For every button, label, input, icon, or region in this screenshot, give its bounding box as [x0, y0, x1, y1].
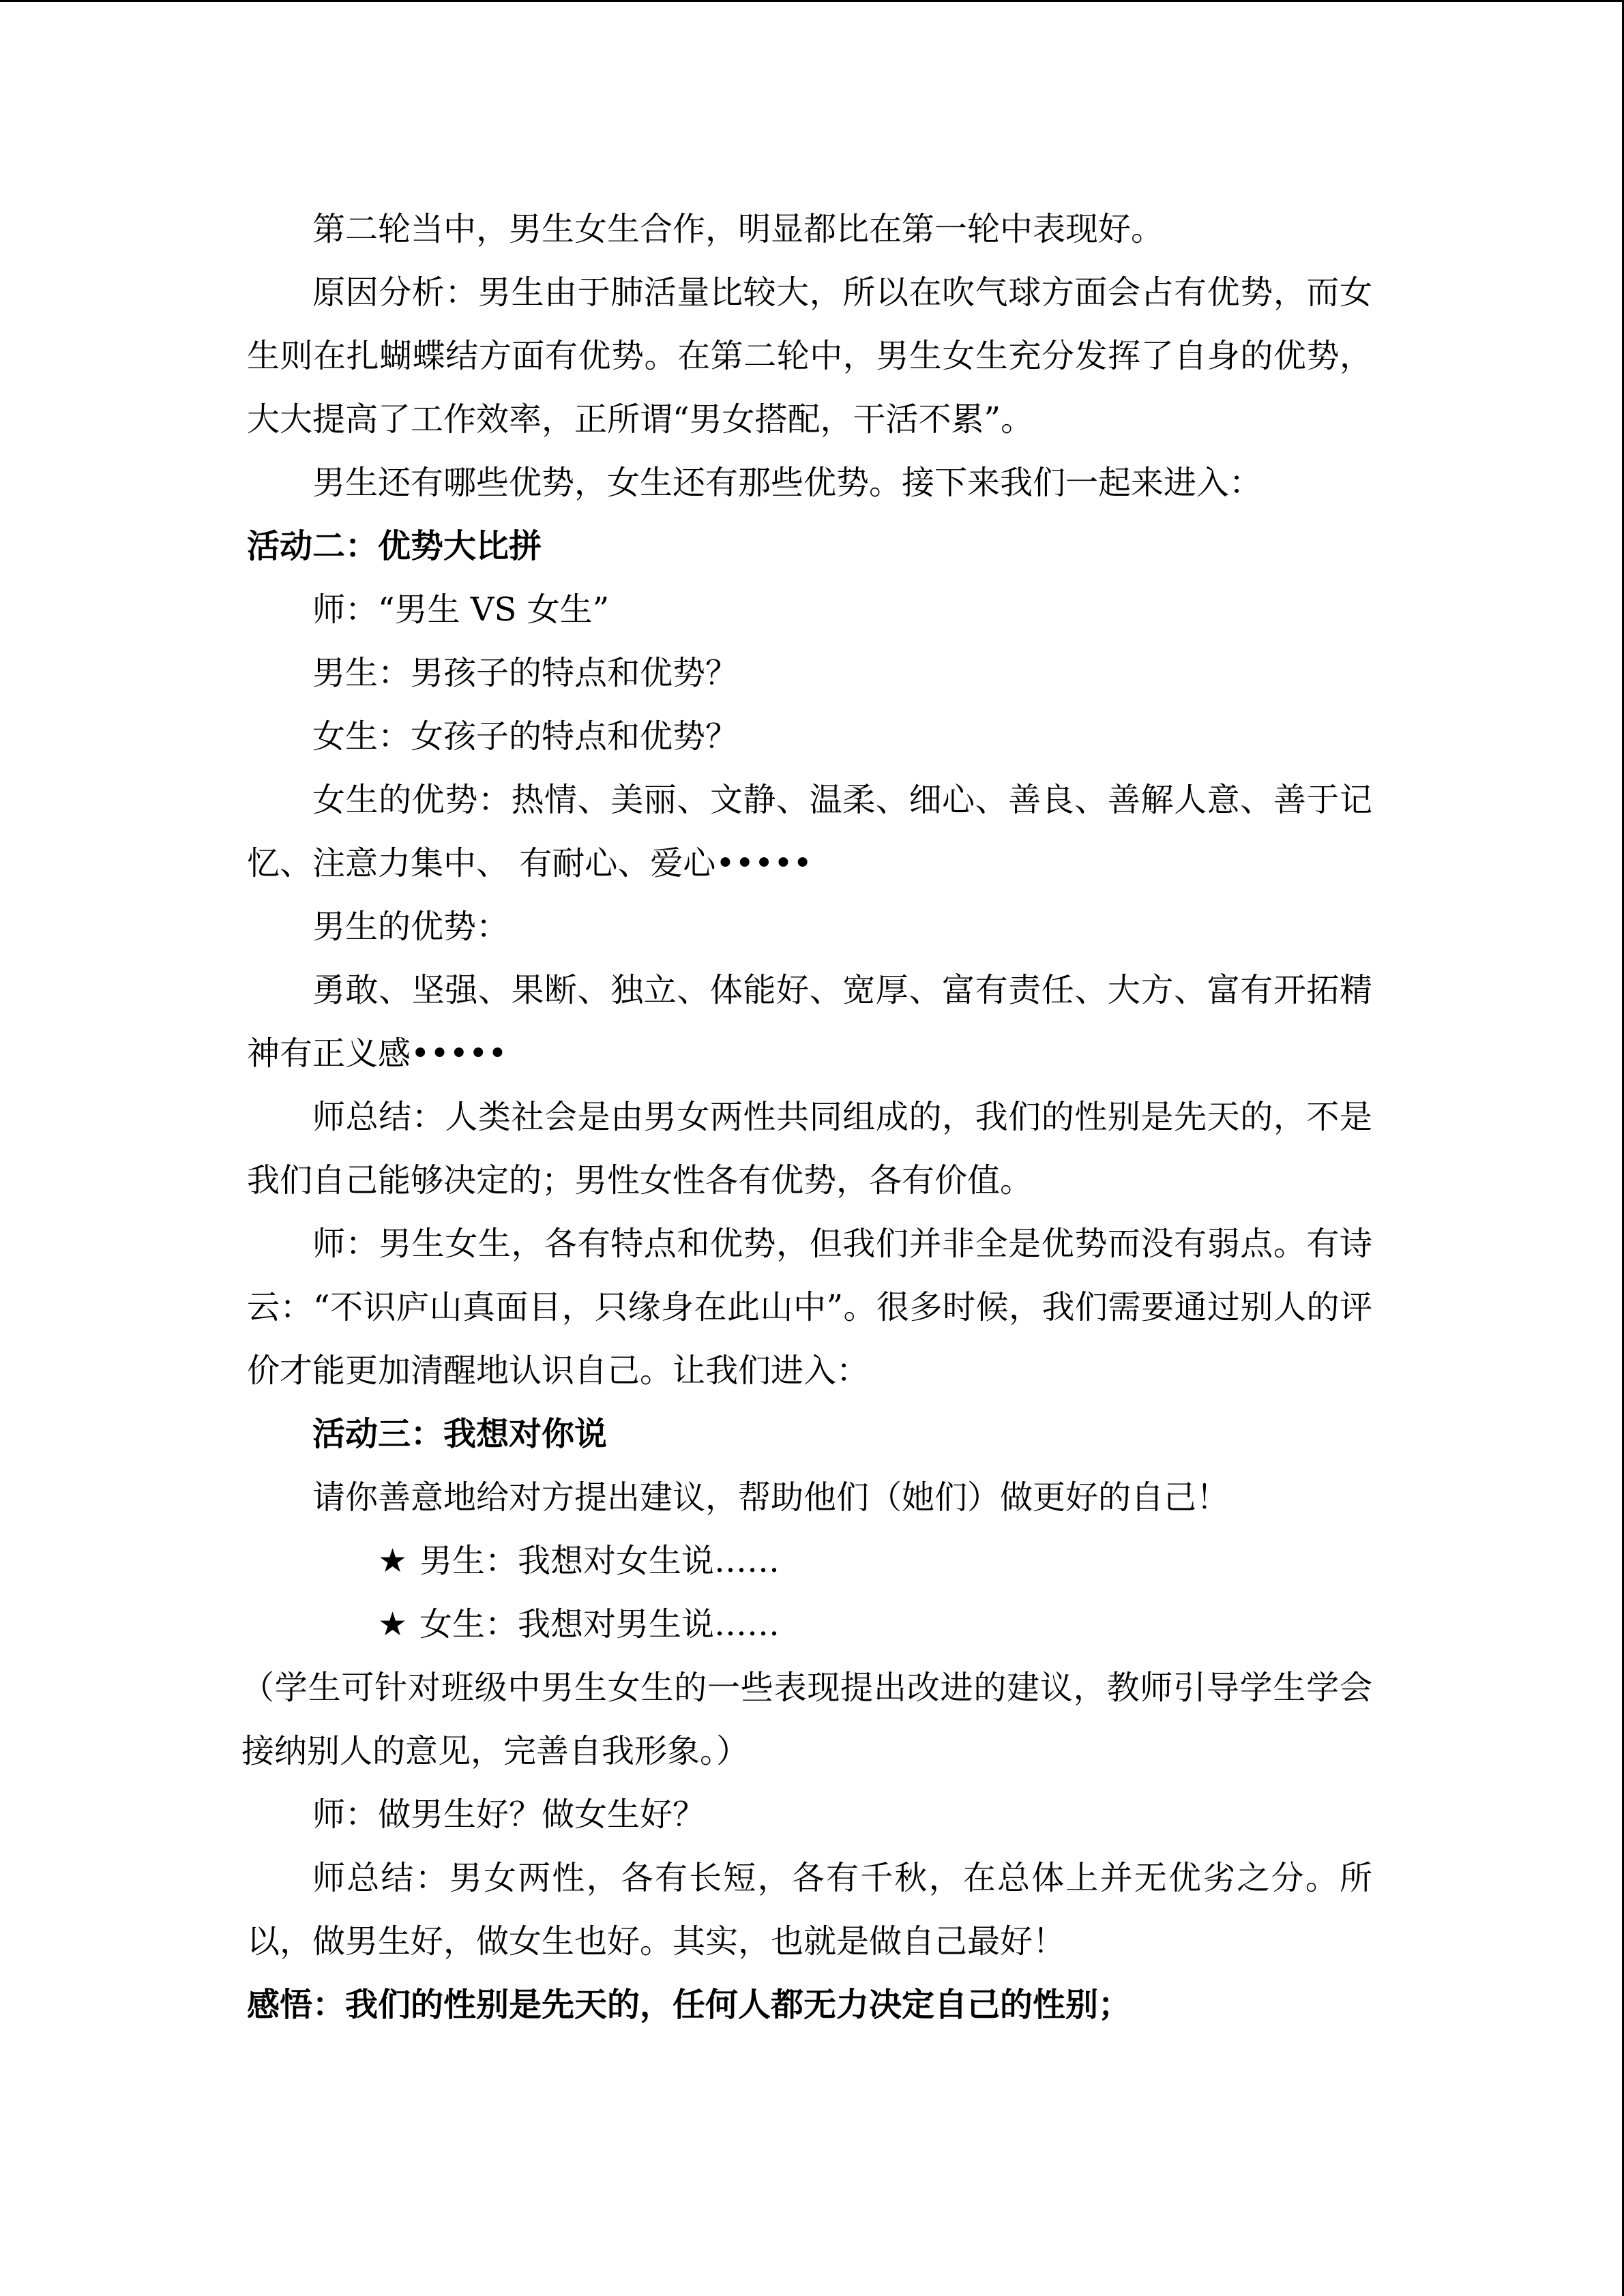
- paragraph-second-round: 第二轮当中，男生女生合作，明显都比在第一轮中表现好。: [312, 210, 1164, 248]
- list-item-text: 女生：我想对男生说……: [419, 1605, 780, 1643]
- document-body: [241, 198, 1372, 2037]
- insight-paragraph: 感悟：我们的性别是先天的，任何人都无力决定自己的性别；: [247, 1986, 1132, 2024]
- paragraph-teacher-summary-2: 师总结：男女两性，各有长短，各有千秋，在总体上并无优劣之分。所以，做男生好，做女生也好。其实，也就是做自己最好！: [247, 1859, 1372, 1960]
- paragraph-teacher-question: 师：做男生好？做女生好？: [312, 1795, 706, 1834]
- paragraph-transition: 男生还有哪些优势，女生还有那些优势。接下来我们一起来进入：: [312, 464, 1263, 502]
- star-icon: ★: [378, 1542, 408, 1580]
- paragraph-boys-strengths: 勇敢、坚强、果断、独立、体能好、宽厚、富有责任、大方、富有开拓精神有正义感•••••: [247, 971, 1372, 1073]
- paragraph-boys-strengths-label: 男生的优势：: [312, 908, 510, 946]
- list-item-text: 男生：我想对女生说……: [419, 1542, 780, 1580]
- paragraph-girls-strengths: 女生的优势：热情、美丽、文静、温柔、细心、善良、善解人意、善于记忆、注意力集中、 有耐心、爱心•••••: [247, 781, 1372, 882]
- page-top-border: [0, 0, 1624, 2]
- paragraph-student-note: （学生可针对班级中男生女生的一些表现提出改进的建议，教师引导学生学会接纳别人的意见，完善自我形象。）: [241, 1669, 1372, 1770]
- paragraph-teacher-vs: 师：“男生 VS 女生”: [312, 591, 610, 629]
- star-icon: ★: [378, 1605, 408, 1643]
- activity-three-heading: 活动三：我想对你说: [312, 1415, 608, 1453]
- paragraph-boys-question: 男生：男孩子的特点和优势？: [312, 654, 739, 692]
- paragraph-teacher-poem: 师：男生女生，各有特点和优势，但我们并非全是优势而没有弱点。有诗云：“不识庐山真面目，只缘身在此山中”。很多时候，我们需要通过别人的评价才能更加清醒地认识自己。让我们进入：: [247, 1225, 1372, 1390]
- paragraph-suggestion-prompt: 请你善意地给对方提出建议，帮助他们（她们）做更好的自己！: [312, 1478, 1230, 1517]
- list-item-boys-say: [247, 1530, 1372, 1593]
- list-item-girls-say: [247, 1593, 1372, 1656]
- paragraph-teacher-summary-1: 师总结：人类社会是由男女两性共同组成的，我们的性别是先天的，不是我们自己能够决定的；男性女性各有优势，各有价值。: [247, 1098, 1372, 1199]
- paragraph-reason-analysis: 原因分析：男生由于肺活量比较大，所以在吹气球方面会占有优势，而女生则在扎蝴蝶结方面有优势。在第二轮中，男生女生充分发挥了自身的优势，大大提高了工作效率，正所谓“男女搭配，干活不累”。: [247, 273, 1372, 438]
- activity-two-heading: 活动二：优势大比拼: [247, 527, 542, 565]
- paragraph-girls-question: 女生：女孩子的特点和优势？: [312, 717, 739, 756]
